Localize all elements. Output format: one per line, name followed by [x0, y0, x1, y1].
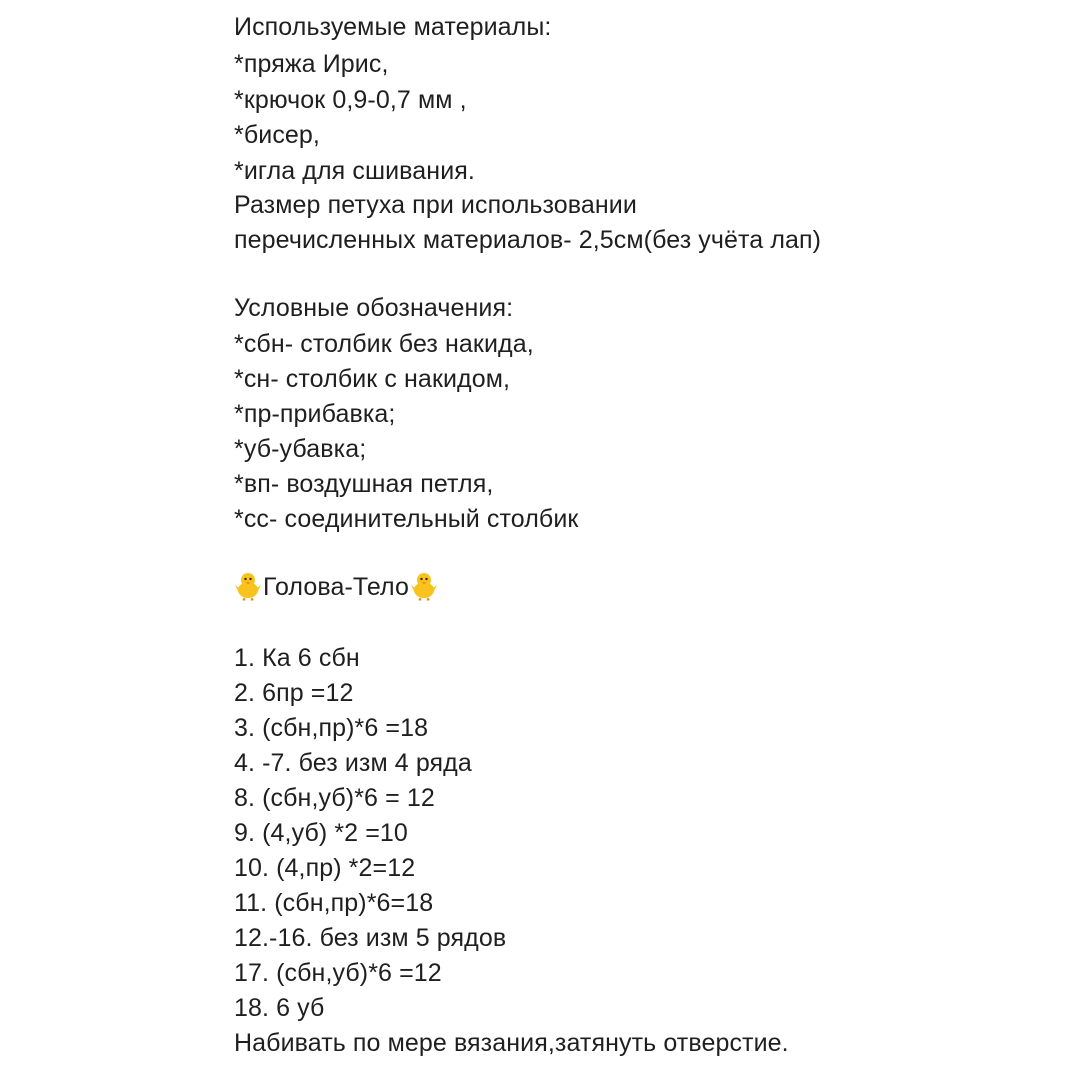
materials-item: *крючок 0,9-0,7 мм ,: [234, 86, 467, 114]
pattern-row: 12.-16. без изм 5 рядов: [234, 924, 507, 952]
closing-instruction: Набивать по мере вязания,затянуть отверстие.: [234, 1029, 789, 1057]
size-line: Размер петуха при использовании: [234, 191, 637, 219]
pattern-row: 4. -7. без изм 4 ряда: [234, 749, 472, 777]
chick-icon: [234, 571, 262, 601]
legend-item: *вп- воздушная петля,: [234, 470, 494, 498]
pattern-row: 2. 6пр =12: [234, 679, 354, 707]
chick-icon: [410, 571, 438, 601]
materials-title: Используемые материалы:: [234, 13, 552, 41]
pattern-row: 3. (сбн,пр)*6 =18: [234, 714, 429, 742]
pattern-row: 18. 6 уб: [234, 994, 325, 1022]
pattern-row: 11. (сбн,пр)*6=18: [234, 889, 434, 917]
legend-title: Условные обозначения:: [234, 294, 514, 322]
pattern-row: 17. (сбн,уб)*6 =12: [234, 959, 442, 987]
pattern-row: 1. Ка 6 сбн: [234, 644, 360, 672]
materials-item: *игла для сшивания.: [234, 157, 475, 185]
materials-item: *пряжа Ирис,: [234, 50, 389, 78]
section-heading: [234, 569, 438, 605]
legend-item: *сн- столбик с накидом,: [234, 365, 511, 393]
pattern-row: 10. (4,пр) *2=12: [234, 854, 416, 882]
legend-item: *сс- соединительный столбик: [234, 505, 579, 533]
section-title: Голова-Тело: [263, 573, 410, 601]
legend-item: *уб-убавка;: [234, 435, 367, 463]
pattern-row: 8. (сбн,уб)*6 = 12: [234, 784, 435, 812]
legend-item: *сбн- столбик без накида,: [234, 330, 534, 358]
size-line: перечисленных материалов- 2,5см(без учёта лап): [234, 226, 822, 254]
legend-item: *пр-прибавка;: [234, 400, 396, 428]
materials-item: *бисер,: [234, 121, 320, 149]
pattern-row: 9. (4,уб) *2 =10: [234, 819, 408, 847]
